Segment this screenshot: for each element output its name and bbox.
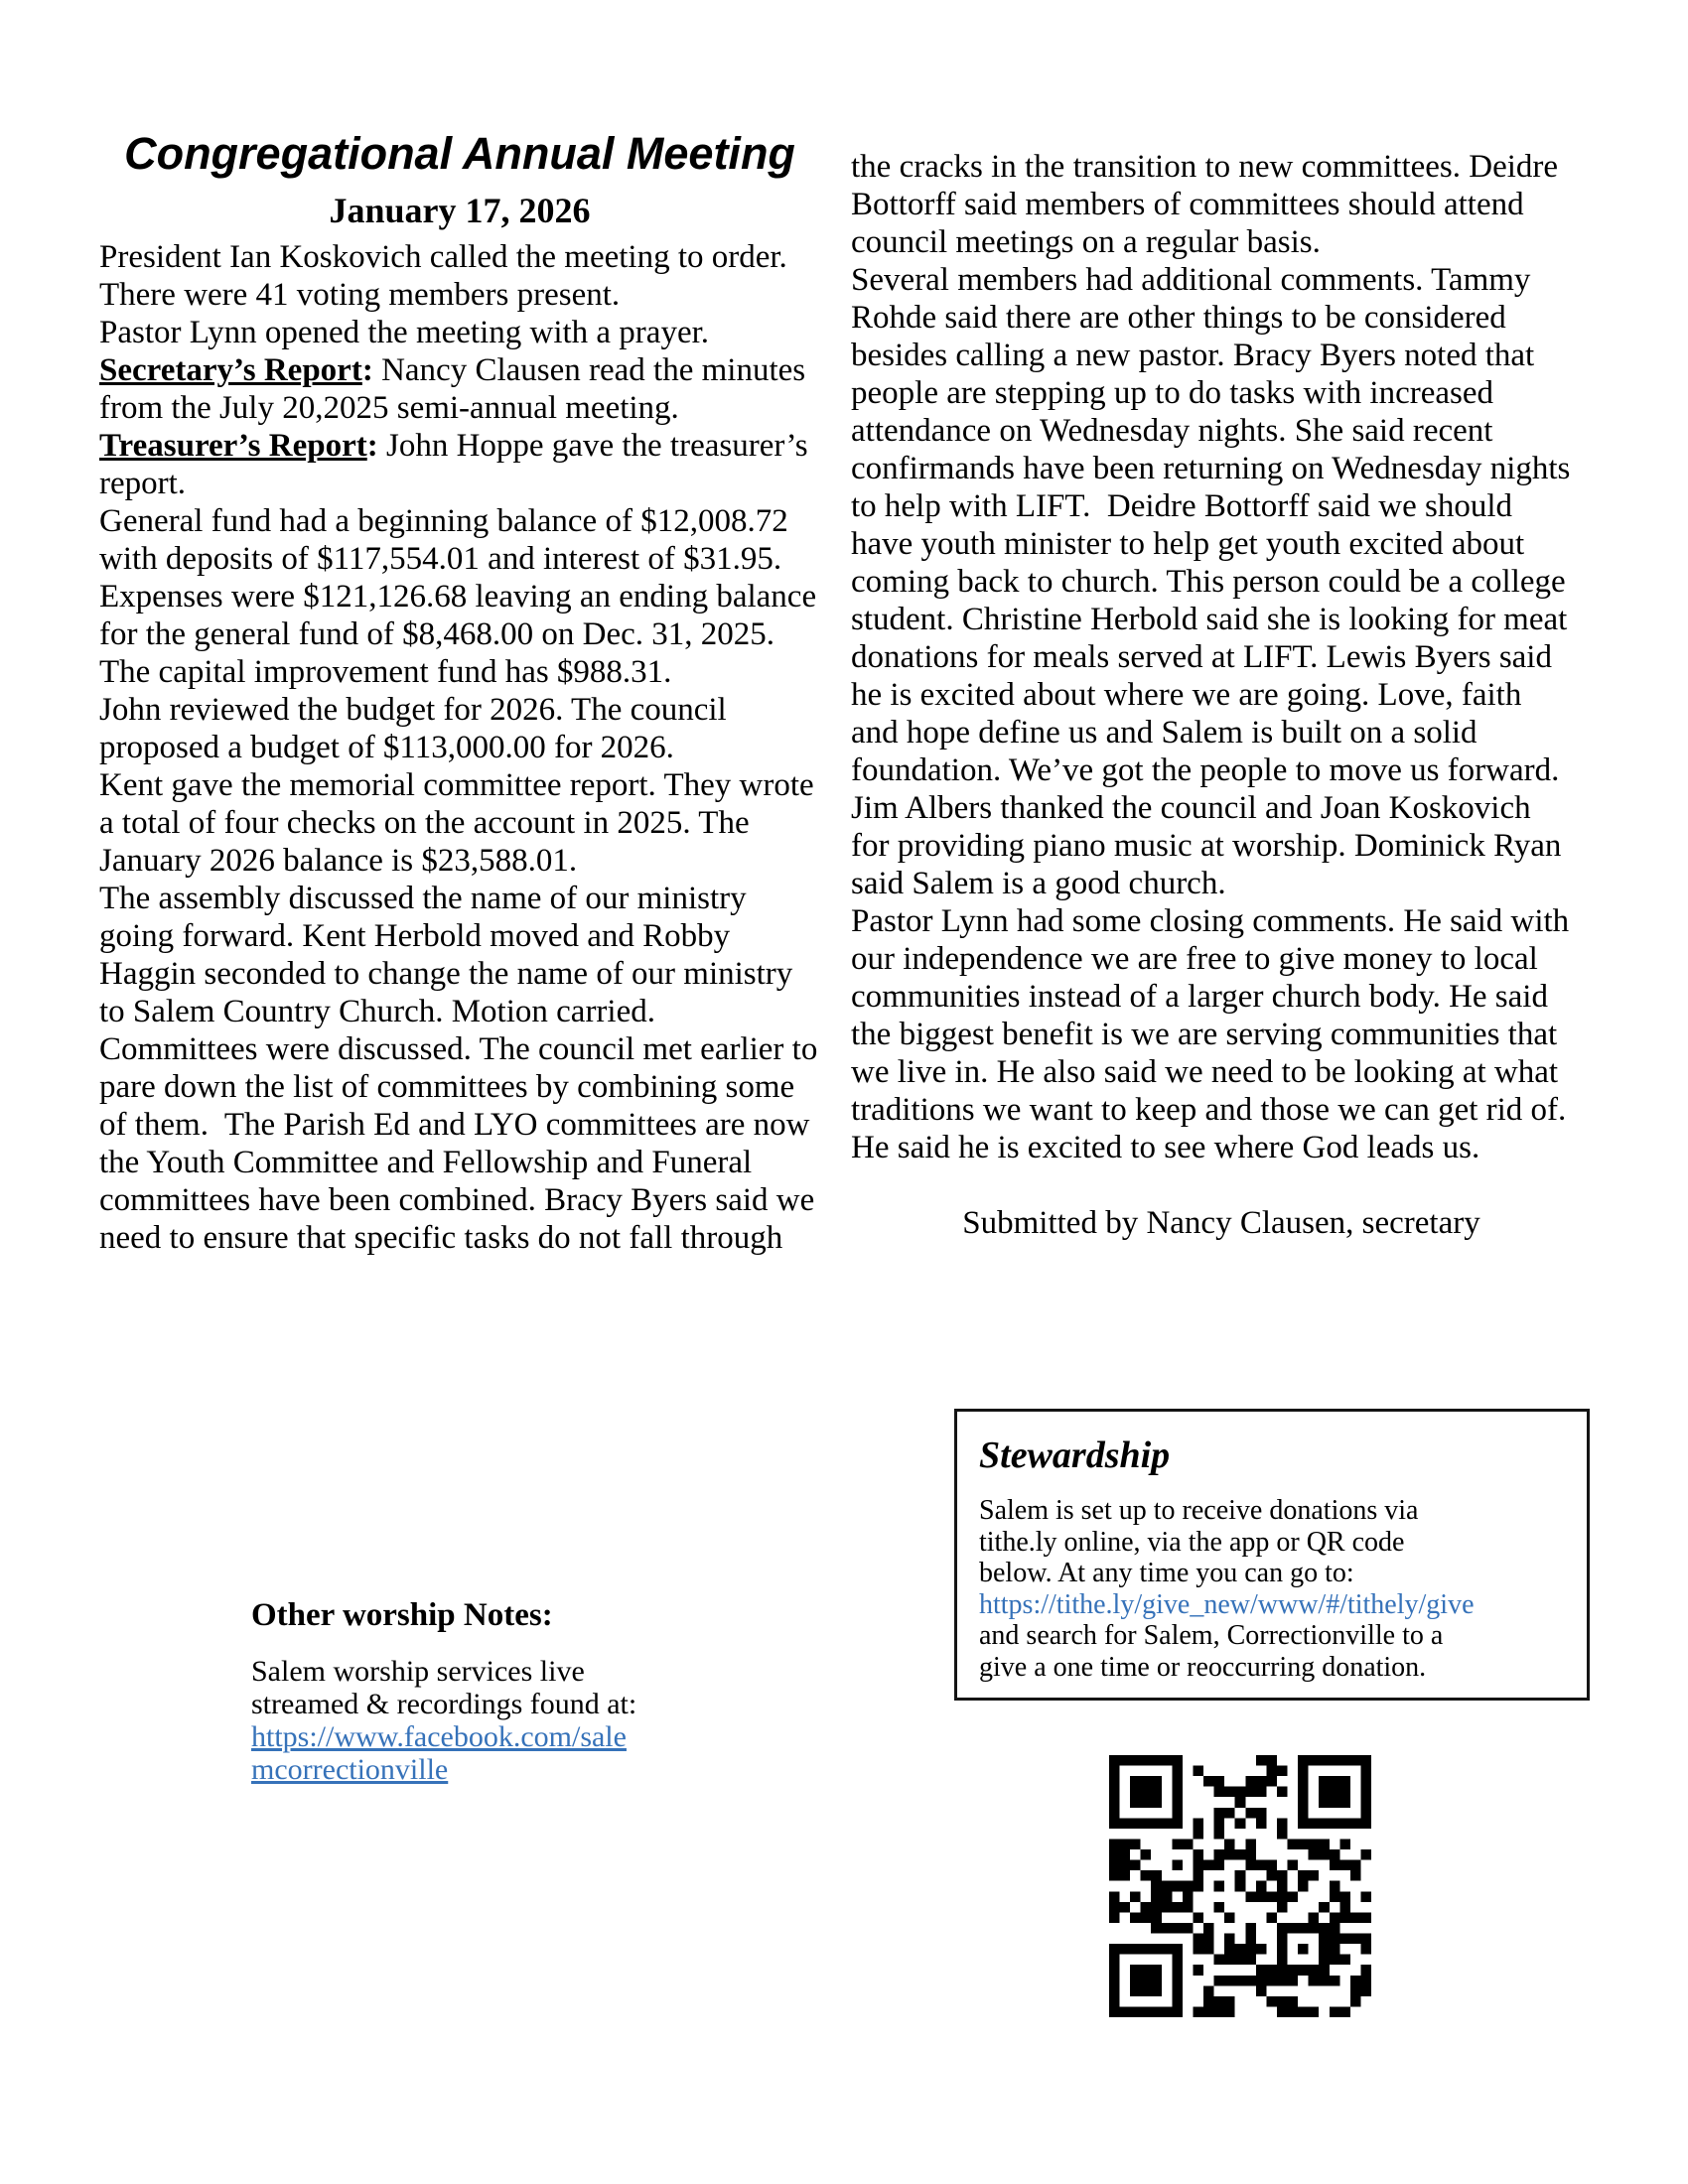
text-run: and search for Salem, Correctionville to a — [979, 1620, 1444, 1651]
text-run: have youth minister to help get youth excited about — [851, 526, 1525, 562]
text-run: he is excited about where we are going. Love, faith — [851, 677, 1522, 713]
text-run: committees have been combined. Bracy Byers said we — [99, 1182, 815, 1218]
text-run: a total of four checks on the account in 2025. The — [99, 805, 750, 841]
text-run: and hope define us and Salem is built on a solid — [851, 715, 1477, 751]
text-run: confirmands have been returning on Wednesday nights — [851, 451, 1571, 486]
text-run: tithe.ly online, via the app or QR code — [979, 1526, 1405, 1558]
text-run: Bottorff said members of committees should attend — [851, 187, 1524, 222]
text-line — [851, 487, 1592, 525]
text-run: traditions we want to keep and those we can get rid of. — [851, 1092, 1567, 1128]
text-line — [979, 1495, 1569, 1527]
text-run: Salem is set up to receive donations via — [979, 1495, 1419, 1526]
text-run: Committees were discussed. The council met earlier to — [99, 1031, 818, 1067]
text-line — [99, 427, 820, 465]
text-line — [851, 714, 1592, 751]
text-line — [99, 880, 820, 917]
text-line — [851, 940, 1592, 978]
text-run: coming back to church. This person could be a college — [851, 564, 1566, 600]
text-run: to Salem Country Church. Motion carried. — [99, 994, 655, 1029]
facebook-link[interactable]: https://www.facebook.com/sale — [251, 1720, 627, 1753]
text-run: Pastor Lynn opened the meeting with a prayer. — [99, 315, 710, 350]
text-run: Secretary’s Report — [99, 352, 362, 388]
text-line — [99, 1106, 820, 1144]
text-line — [251, 1655, 787, 1688]
text-line — [851, 1016, 1592, 1053]
text-line — [979, 1527, 1569, 1559]
text-line — [851, 525, 1592, 563]
right-column — [851, 140, 1592, 1242]
text-line — [99, 578, 820, 615]
text-line — [851, 412, 1592, 450]
text-run: The assembly discussed the name of our ministry — [99, 881, 747, 916]
text-line — [851, 299, 1592, 337]
text-run: for the general fund of $8,468.00 on Dec. 31, 2025. — [99, 616, 774, 652]
text-line — [851, 751, 1592, 789]
text-line — [979, 1589, 1569, 1621]
text-run: foundation. We’ve got the people to move us forward. — [851, 752, 1560, 788]
page-title: Congregational Annual Meeting — [124, 128, 795, 179]
text-line — [99, 314, 820, 351]
text-run: Pastor Lynn had some closing comments. He said with — [851, 903, 1570, 939]
text-run: the cracks in the transition to new committees. Deidre — [851, 149, 1559, 185]
text-line — [99, 653, 820, 691]
worship-notes-text — [251, 1655, 787, 1786]
text-run: besides calling a new pastor. Bracy Byers noted that — [851, 338, 1535, 373]
left-column-text — [99, 238, 820, 1257]
meeting-date: January 17, 2026 — [329, 191, 591, 230]
text-run: attendance on Wednesday nights. She said recent — [851, 413, 1493, 449]
text-line — [251, 1688, 787, 1720]
text-line — [851, 337, 1592, 374]
text-run: Nancy Clausen read the minutes — [372, 352, 806, 388]
text-line — [851, 978, 1592, 1016]
text-line — [99, 351, 820, 389]
text-run: student. Christine Herbold said she is looking for meat — [851, 602, 1568, 637]
text-run: give a one time or reoccurring donation. — [979, 1651, 1427, 1683]
text-run: Haggin seconded to change the name of our ministry — [99, 956, 793, 992]
text-line — [99, 540, 820, 578]
text-line — [851, 1091, 1592, 1129]
right-column-text — [851, 148, 1592, 1166]
text-run: streamed & recordings found at: — [251, 1688, 637, 1720]
text-line — [99, 1219, 820, 1257]
text-run: Kent gave the memorial committee report. They wrote — [99, 767, 814, 803]
text-run: Expenses were $121,126.68 leaving an ending balance — [99, 579, 817, 614]
text-line — [851, 601, 1592, 638]
text-line — [99, 993, 820, 1030]
text-line — [99, 804, 820, 842]
text-line — [99, 955, 820, 993]
text-line — [851, 902, 1592, 940]
text-line — [851, 223, 1592, 261]
text-run: He said he is excited to see where God leads us. — [851, 1130, 1480, 1165]
stewardship-text — [979, 1495, 1569, 1683]
text-line — [99, 1030, 820, 1068]
text-run: John reviewed the budget for 2026. The council — [99, 692, 727, 728]
text-run: the Youth Committee and Fellowship and Funeral — [99, 1145, 753, 1180]
text-line — [851, 261, 1592, 299]
text-line — [851, 789, 1592, 827]
text-run: said Salem is a good church. — [851, 866, 1226, 901]
text-line — [99, 1068, 820, 1106]
text-line — [99, 842, 820, 880]
facebook-link[interactable]: mcorrectionville — [251, 1753, 449, 1786]
text-run: report. — [99, 466, 187, 501]
text-line — [99, 615, 820, 653]
text-line — [99, 276, 820, 314]
text-run: General fund had a beginning balance of $12,008.72 — [99, 503, 788, 539]
text-run: : — [361, 352, 373, 388]
submitted-by-line: Submitted by Nancy Clausen, secretary — [962, 1205, 1480, 1241]
text-run: President Ian Koskovich called the meeting to order. — [99, 239, 787, 275]
stewardship-box — [954, 1409, 1590, 1701]
text-line — [979, 1652, 1569, 1684]
text-line — [851, 1053, 1592, 1091]
text-run: with deposits of $117,554.01 and interest of $31.95. — [99, 541, 782, 577]
text-run: The capital improvement fund has $988.31. — [99, 654, 672, 690]
worship-notes-section — [251, 1596, 787, 1786]
text-line — [251, 1720, 787, 1753]
text-run: need to ensure that specific tasks do not fall through — [99, 1220, 783, 1256]
text-line — [851, 450, 1592, 487]
text-run: we live in. He also said we need to be looking at what — [851, 1054, 1559, 1090]
text-run: of them. The Parish Ed and LYO committees are now — [99, 1107, 810, 1143]
text-line — [851, 563, 1592, 601]
text-run: Rohde said there are other things to be considered — [851, 300, 1506, 336]
text-run: Salem worship services live — [251, 1655, 585, 1688]
text-run: our independence we are free to give money to local — [851, 941, 1538, 977]
text-run: There were 41 voting members present. — [99, 277, 621, 313]
text-run: : — [366, 428, 378, 464]
text-line — [979, 1620, 1569, 1652]
text-line — [851, 638, 1592, 676]
text-run: Several members had additional comments. Tammy — [851, 262, 1531, 298]
text-run: Treasurer’s Report — [99, 428, 367, 464]
text-line — [851, 865, 1592, 902]
text-run: to help with LIFT. Deidre Bottorff said we should — [851, 488, 1513, 524]
text-run: from the July 20,2025 semi-annual meeting. — [99, 390, 679, 426]
text-line — [851, 148, 1592, 186]
text-line — [99, 766, 820, 804]
text-run: John Hoppe gave the treasurer’s — [377, 428, 808, 464]
text-run: the biggest benefit is we are serving communities that — [851, 1017, 1558, 1052]
text-line — [851, 827, 1592, 865]
text-line — [979, 1558, 1569, 1589]
stewardship-title: Stewardship — [979, 1434, 1171, 1476]
text-run: communities instead of a larger church body. He said — [851, 979, 1548, 1015]
qr-code — [1109, 1755, 1371, 2017]
text-line — [851, 676, 1592, 714]
text-run: donations for meals served at LIFT. Lewis Byers said — [851, 639, 1552, 675]
text-line — [99, 1144, 820, 1181]
text-run: people are stepping up to do tasks with increased — [851, 375, 1493, 411]
text-run: January 2026 balance is $23,588.01. — [99, 843, 578, 879]
text-run: below. At any time you can go to: — [979, 1558, 1354, 1588]
text-run: proposed a budget of $113,000.00 for 2026. — [99, 730, 674, 765]
left-column — [99, 129, 820, 1257]
text-line — [851, 374, 1592, 412]
text-line — [99, 389, 820, 427]
text-line — [99, 1181, 820, 1219]
text-run: pare down the list of committees by combining some — [99, 1069, 795, 1105]
text-run: for providing piano music at worship. Dominick Ryan — [851, 828, 1562, 864]
text-run: council meetings on a regular basis. — [851, 224, 1321, 260]
text-line — [99, 729, 820, 766]
text-line — [99, 502, 820, 540]
text-line — [99, 238, 820, 276]
text-line — [851, 186, 1592, 223]
text-line — [99, 691, 820, 729]
text-run: Jim Albers thanked the council and Joan Koskovich — [851, 790, 1531, 826]
text-run: going forward. Kent Herbold moved and Robby — [99, 918, 731, 954]
text-line — [251, 1753, 787, 1786]
text-line — [851, 1129, 1592, 1166]
text-line — [99, 465, 820, 502]
text-line — [99, 917, 820, 955]
worship-notes-heading: Other worship Notes: — [251, 1597, 553, 1633]
tithely-donation-link[interactable]: https://tithe.ly/give_new/www/#/tithely/give — [979, 1588, 1475, 1620]
